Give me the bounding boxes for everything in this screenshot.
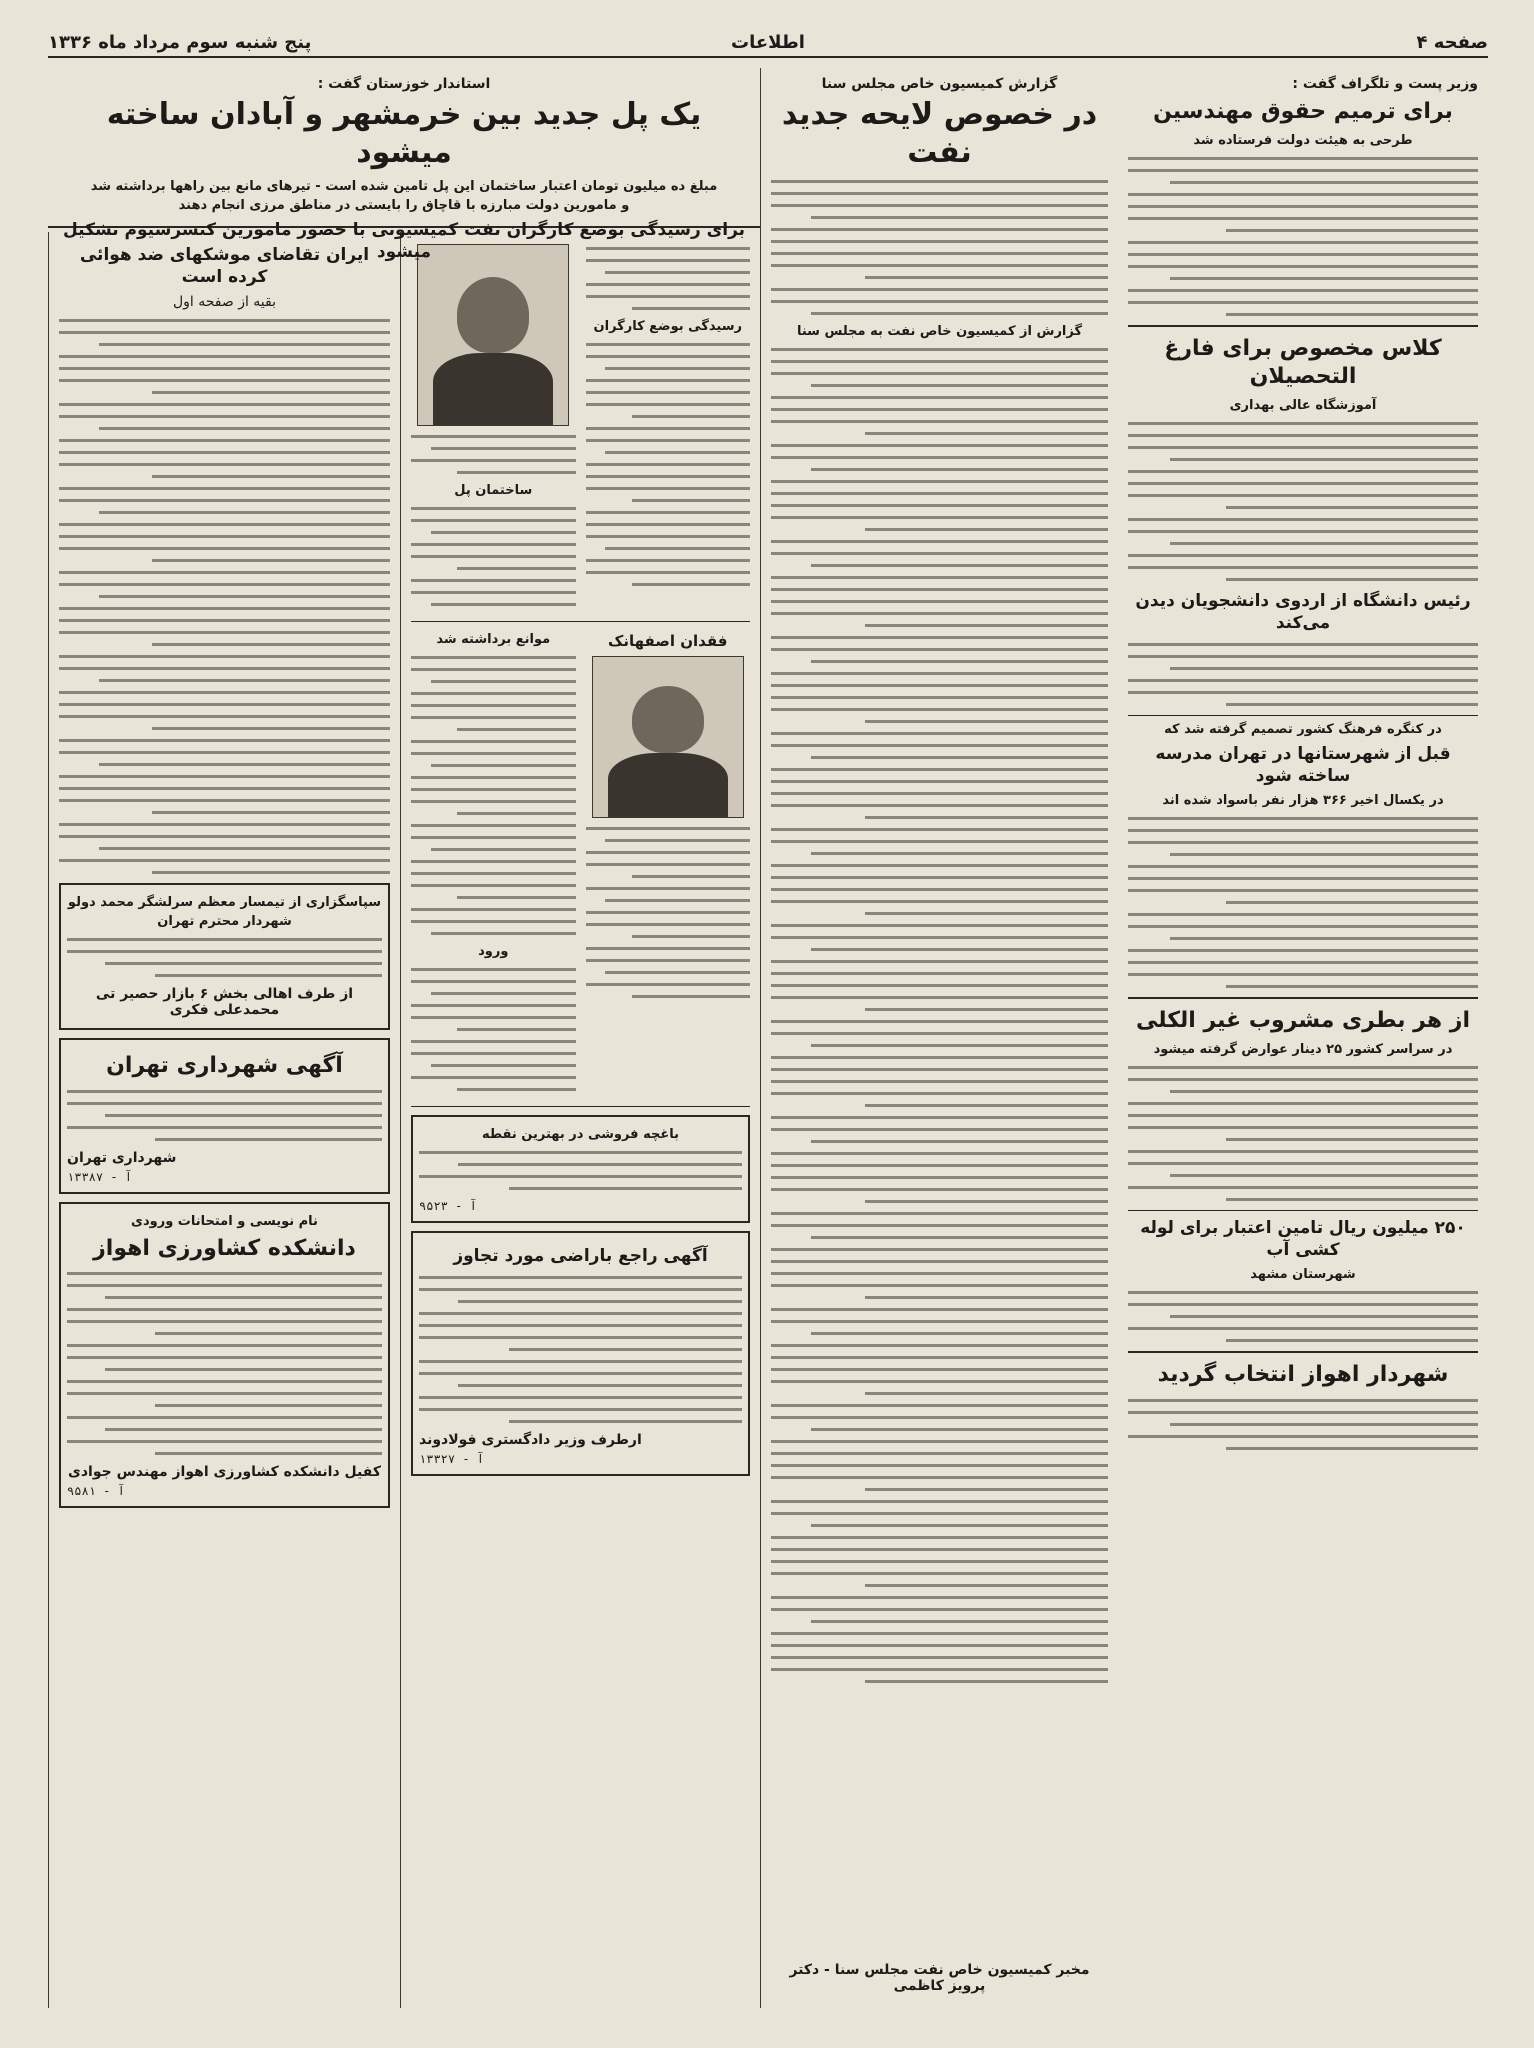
khuzestan-kicker: استاندار خوزستان گفت : xyxy=(317,76,491,92)
college-kicker: نام نویسی و امتحانات ورودی xyxy=(131,1213,318,1229)
article-body xyxy=(67,938,382,977)
pipe-subheadline: شهرستان مشهد xyxy=(1250,1266,1356,1282)
column-oil-report xyxy=(760,68,1118,2008)
page-label: صفحه ۴ xyxy=(1416,31,1488,53)
article-body xyxy=(67,1272,382,1455)
article-body xyxy=(771,180,1108,315)
column-center xyxy=(400,232,760,2008)
municipality-code: ۱۳۳۸۷ - آ xyxy=(67,1169,133,1184)
lands-notice-signature: ارطرف وزیر دادگستری فولادوند xyxy=(419,1432,642,1449)
khuzestan-headline-band xyxy=(48,68,760,263)
class-headline: کلاس مخصوص برای فارغ التحصیلان xyxy=(1164,335,1442,390)
oil-kicker: گزارش کمیسیون خاص مجلس سنا xyxy=(821,76,1058,92)
article-body xyxy=(1128,817,1478,988)
bridge-subheadline-1: مبلغ ده میلیون تومان اعتبار ساختمان این پل تامین شده است - تیرهای مانع بین راهها برداشته شد xyxy=(90,179,718,194)
obituary-title: فقدان اصفهانک xyxy=(608,632,728,650)
garden-ad-title: باغچه فروشی در بهترین نقطه xyxy=(482,1127,679,1142)
date-line: پنج شنبه سوم مرداد ماه ۱۳۳۶ xyxy=(48,31,312,53)
lands-notice-title: آگهی راجع باراضی مورد تجاوز xyxy=(453,1246,708,1266)
thanks-subtitle: شهردار محترم تهران xyxy=(157,914,292,930)
garden-ad-code: ۹۵۲۳ - آ xyxy=(419,1199,477,1213)
ministry-kicker: وزیر پست و تلگراف گفت : xyxy=(1292,76,1478,92)
article-body xyxy=(1128,1291,1478,1342)
missiles-headline: ایران تقاضای موشکهای ضد هوائی کرده است xyxy=(79,245,370,288)
congress-subheadline-2: در یکسال اخیر ۳۶۶ هزار نفر باسواد شده اند xyxy=(1162,793,1444,809)
article-body xyxy=(1128,422,1478,581)
continued-note: بقیه از صفحه اول xyxy=(172,294,277,311)
masthead xyxy=(48,28,1488,58)
municipality-notice xyxy=(59,1038,390,1194)
article-body xyxy=(586,343,751,586)
article-body xyxy=(586,827,751,998)
congress-subheadline-1: قبل از شهرستانها در تهران مدرسه ساخته شود xyxy=(1155,743,1451,787)
article-body xyxy=(411,968,576,1091)
report-headline: گزارش از کمیسیون خاص نفت به مجلس سنا xyxy=(796,324,1083,339)
column-right xyxy=(1118,68,1488,2008)
article-body xyxy=(67,1090,382,1141)
bridge-subheadline-2: و مامورین دولت مبارزه با قاچاق را بایستی در مناطق مرزی انجام دهند xyxy=(178,198,630,213)
lands-notice-code: ۱۳۳۲۷ - آ xyxy=(419,1452,485,1467)
university-headline: رئیس دانشگاه از اردوی دانشجویان دیدن می‌کند xyxy=(1135,590,1471,633)
article-body xyxy=(411,656,576,935)
congress-headline: در کنگره فرهنگ کشور تصمیم گرفته شد که xyxy=(1164,721,1442,737)
obituary-photo xyxy=(592,656,744,818)
governor-photo xyxy=(417,244,569,426)
municipality-title: آگهی شهرداری تهران xyxy=(106,1053,343,1079)
bottles-subheadline: در سراسر کشور ۲۵ دینار عوارض گرفته میشود xyxy=(1153,1041,1453,1057)
arrival-headline: ورود xyxy=(478,944,509,959)
article-body xyxy=(411,435,576,474)
article-body xyxy=(771,348,1108,1683)
article-body xyxy=(419,1151,742,1190)
bridge-headline: یک پل جدید بین خرمشهر و آبادان ساخته میشود xyxy=(106,97,702,170)
college-title: دانشکده کشاورزی اهواز xyxy=(93,1235,356,1261)
college-code: ۹۵۸۱ - آ xyxy=(67,1484,125,1499)
article-body xyxy=(1128,157,1478,316)
column-left xyxy=(48,232,400,2008)
article-body xyxy=(411,507,576,606)
thanks-title: سپاسگزاری از تیمسار معظم سرلشگر محمد دولو xyxy=(67,895,382,911)
engineers-headline: برای ترمیم حقوق مهندسین xyxy=(1153,99,1453,124)
article-body xyxy=(1128,1066,1478,1201)
oil-headline: در خصوص لایحه جدید نفت xyxy=(781,97,1098,170)
municipality-signature: شهرداری تهران xyxy=(67,1149,177,1166)
mayor-headline: شهردار اهواز انتخاب گردید xyxy=(1157,1361,1449,1387)
workers-commission-headline: برای رسیدگی بوضع کارگران نفت کمیسیونی با حضور مامورین کنسرسیوم تشکیل میشود xyxy=(62,220,746,263)
bottles-headline: از هر بطری مشروب غیر الکلی xyxy=(1136,1008,1470,1034)
thanks-signature: از طرف اهالی بخش ۶ بازار حصیر تی محمدعلی فکری xyxy=(95,986,354,1019)
paper-name: اطلاعات xyxy=(731,31,805,53)
thanks-notice xyxy=(59,883,390,1030)
oil-report-signature: مخبر کمیسیون خاص نفت مجلس سنا - دکتر پرویز کاظمی xyxy=(789,1962,1090,1994)
barriers-headline: موانع برداشته شد xyxy=(436,632,551,647)
college-notice xyxy=(59,1202,390,1509)
article-body xyxy=(1128,1399,1478,1450)
article-body xyxy=(419,1276,742,1423)
article-body xyxy=(1128,643,1478,706)
class-subheadline: آموزشگاه عالی بهداری xyxy=(1229,397,1377,413)
workers-headline: رسیدگی بوضع کارگران xyxy=(593,319,742,334)
engineers-subheadline: طرحی به هیئت دولت فرستاده شد xyxy=(1193,132,1413,148)
bridge-section-headline: ساختمان پل xyxy=(454,483,533,498)
college-signature: کفیل دانشکده کشاورزی اهواز مهندس جوادی xyxy=(68,1464,381,1481)
pipe-headline: ۲۵۰ میلیون ریال تامین اعتبار برای لوله کشی آب xyxy=(1140,1217,1466,1260)
lands-notice xyxy=(411,1231,750,1476)
article-body xyxy=(59,319,390,874)
garden-ad xyxy=(411,1115,750,1223)
